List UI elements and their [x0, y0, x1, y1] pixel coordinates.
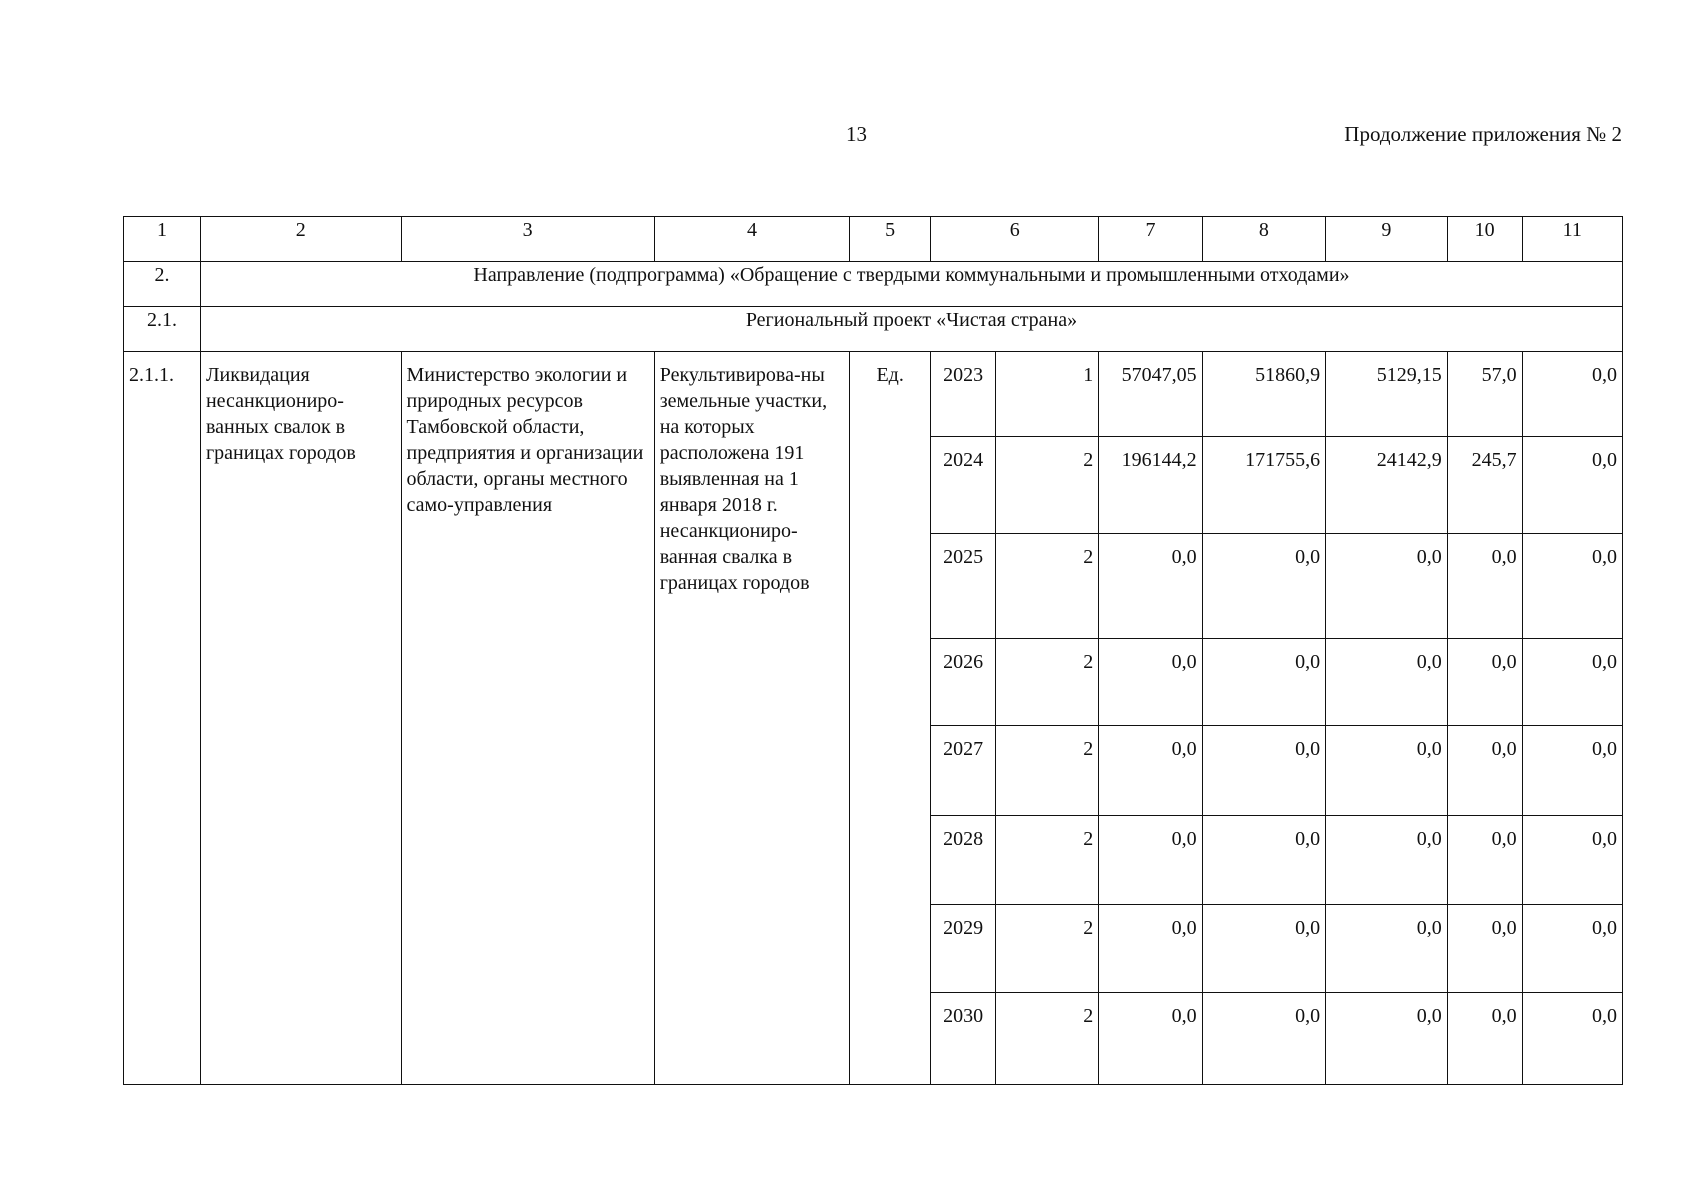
- amount-cell: 0,0: [1099, 905, 1202, 993]
- column-header: 4: [654, 217, 849, 262]
- amount-cell: 0,0: [1522, 816, 1622, 905]
- table-row: [124, 352, 1623, 437]
- year-cell: 2028: [931, 816, 996, 905]
- amount-cell: 0,0: [1447, 534, 1522, 639]
- amount-cell: 0,0: [1447, 639, 1522, 726]
- amount-cell: 0,0: [1326, 993, 1448, 1085]
- column-number-row: [124, 217, 1623, 262]
- amount-cell: 0,0: [1447, 726, 1522, 816]
- amount-cell: 0,0: [1099, 534, 1202, 639]
- column-header: 3: [401, 217, 654, 262]
- value-cell: 2: [996, 534, 1099, 639]
- amount-cell: 0,0: [1099, 993, 1202, 1085]
- amount-cell: 0,0: [1447, 993, 1522, 1085]
- value-cell: 2: [996, 437, 1099, 534]
- amount-cell: 0,0: [1326, 534, 1448, 639]
- amount-cell: 0,0: [1202, 993, 1326, 1085]
- value-cell: 2: [996, 816, 1099, 905]
- amount-cell: 171755,6: [1202, 437, 1326, 534]
- amount-cell: 0,0: [1202, 639, 1326, 726]
- amount-cell: 0,0: [1522, 639, 1622, 726]
- amount-cell: 0,0: [1326, 726, 1448, 816]
- value-cell: 2: [996, 905, 1099, 993]
- year-cell: 2029: [931, 905, 996, 993]
- amount-cell: 0,0: [1326, 816, 1448, 905]
- subsection-title: Региональный проект «Чистая страна»: [200, 307, 1622, 352]
- item-unit: Ед.: [850, 352, 931, 1085]
- section-number: 2.: [124, 262, 201, 307]
- year-cell: 2027: [931, 726, 996, 816]
- amount-cell: 0,0: [1522, 352, 1622, 437]
- amount-cell: 245,7: [1447, 437, 1522, 534]
- column-header: 2: [200, 217, 401, 262]
- amount-cell: 0,0: [1099, 639, 1202, 726]
- value-cell: 1: [996, 352, 1099, 437]
- amount-cell: 196144,2: [1099, 437, 1202, 534]
- year-cell: 2030: [931, 993, 996, 1085]
- amount-cell: 0,0: [1202, 816, 1326, 905]
- amount-cell: 0,0: [1447, 905, 1522, 993]
- amount-cell: 0,0: [1099, 816, 1202, 905]
- year-cell: 2026: [931, 639, 996, 726]
- section-row: [124, 262, 1623, 307]
- amount-cell: 0,0: [1202, 905, 1326, 993]
- amount-cell: 0,0: [1447, 816, 1522, 905]
- amount-cell: 0,0: [1326, 639, 1448, 726]
- amount-cell: 57,0: [1447, 352, 1522, 437]
- amount-cell: 0,0: [1326, 905, 1448, 993]
- amount-cell: 24142,9: [1326, 437, 1448, 534]
- data-table: [123, 216, 1623, 1085]
- amount-cell: 0,0: [1522, 905, 1622, 993]
- value-cell: 2: [996, 993, 1099, 1085]
- amount-cell: 0,0: [1202, 726, 1326, 816]
- year-cell: 2023: [931, 352, 996, 437]
- column-header: 11: [1522, 217, 1622, 262]
- item-name: Ликвидация несанкциониро-ванных свалок в границах городов: [200, 352, 401, 1085]
- item-executor: Министерство экологии и природных ресурсов Тамбовской области, предприятия и организации области, органы местного само-управления: [401, 352, 654, 1085]
- year-cell: 2024: [931, 437, 996, 534]
- subsection-number: 2.1.: [124, 307, 201, 352]
- section-title: Направление (подпрограмма) «Обращение с твердыми коммунальными и промышленными отходами»: [200, 262, 1622, 307]
- amount-cell: 0,0: [1522, 534, 1622, 639]
- amount-cell: 51860,9: [1202, 352, 1326, 437]
- item-number: 2.1.1.: [124, 352, 201, 1085]
- column-header: 6: [931, 217, 1099, 262]
- year-cell: 2025: [931, 534, 996, 639]
- value-cell: 2: [996, 639, 1099, 726]
- column-header: 10: [1447, 217, 1522, 262]
- column-header: 8: [1202, 217, 1326, 262]
- column-header: 1: [124, 217, 201, 262]
- appendix-caption: Продолжение приложения № 2: [1344, 122, 1622, 146]
- amount-cell: 0,0: [1202, 534, 1326, 639]
- value-cell: 2: [996, 726, 1099, 816]
- amount-cell: 0,0: [1522, 437, 1622, 534]
- amount-cell: 0,0: [1099, 726, 1202, 816]
- page-number: 13: [846, 122, 867, 146]
- column-header: 5: [850, 217, 931, 262]
- item-indicator: Рекультивирова-ны земельные участки, на которых расположена 191 выявленная на 1 января 2018 г. несанкциониро-ванная свалка в границах городов: [654, 352, 849, 1085]
- amount-cell: 5129,15: [1326, 352, 1448, 437]
- amount-cell: 57047,05: [1099, 352, 1202, 437]
- subsection-row: [124, 307, 1623, 352]
- column-header: 7: [1099, 217, 1202, 262]
- column-header: 9: [1326, 217, 1448, 262]
- amount-cell: 0,0: [1522, 726, 1622, 816]
- amount-cell: 0,0: [1522, 993, 1622, 1085]
